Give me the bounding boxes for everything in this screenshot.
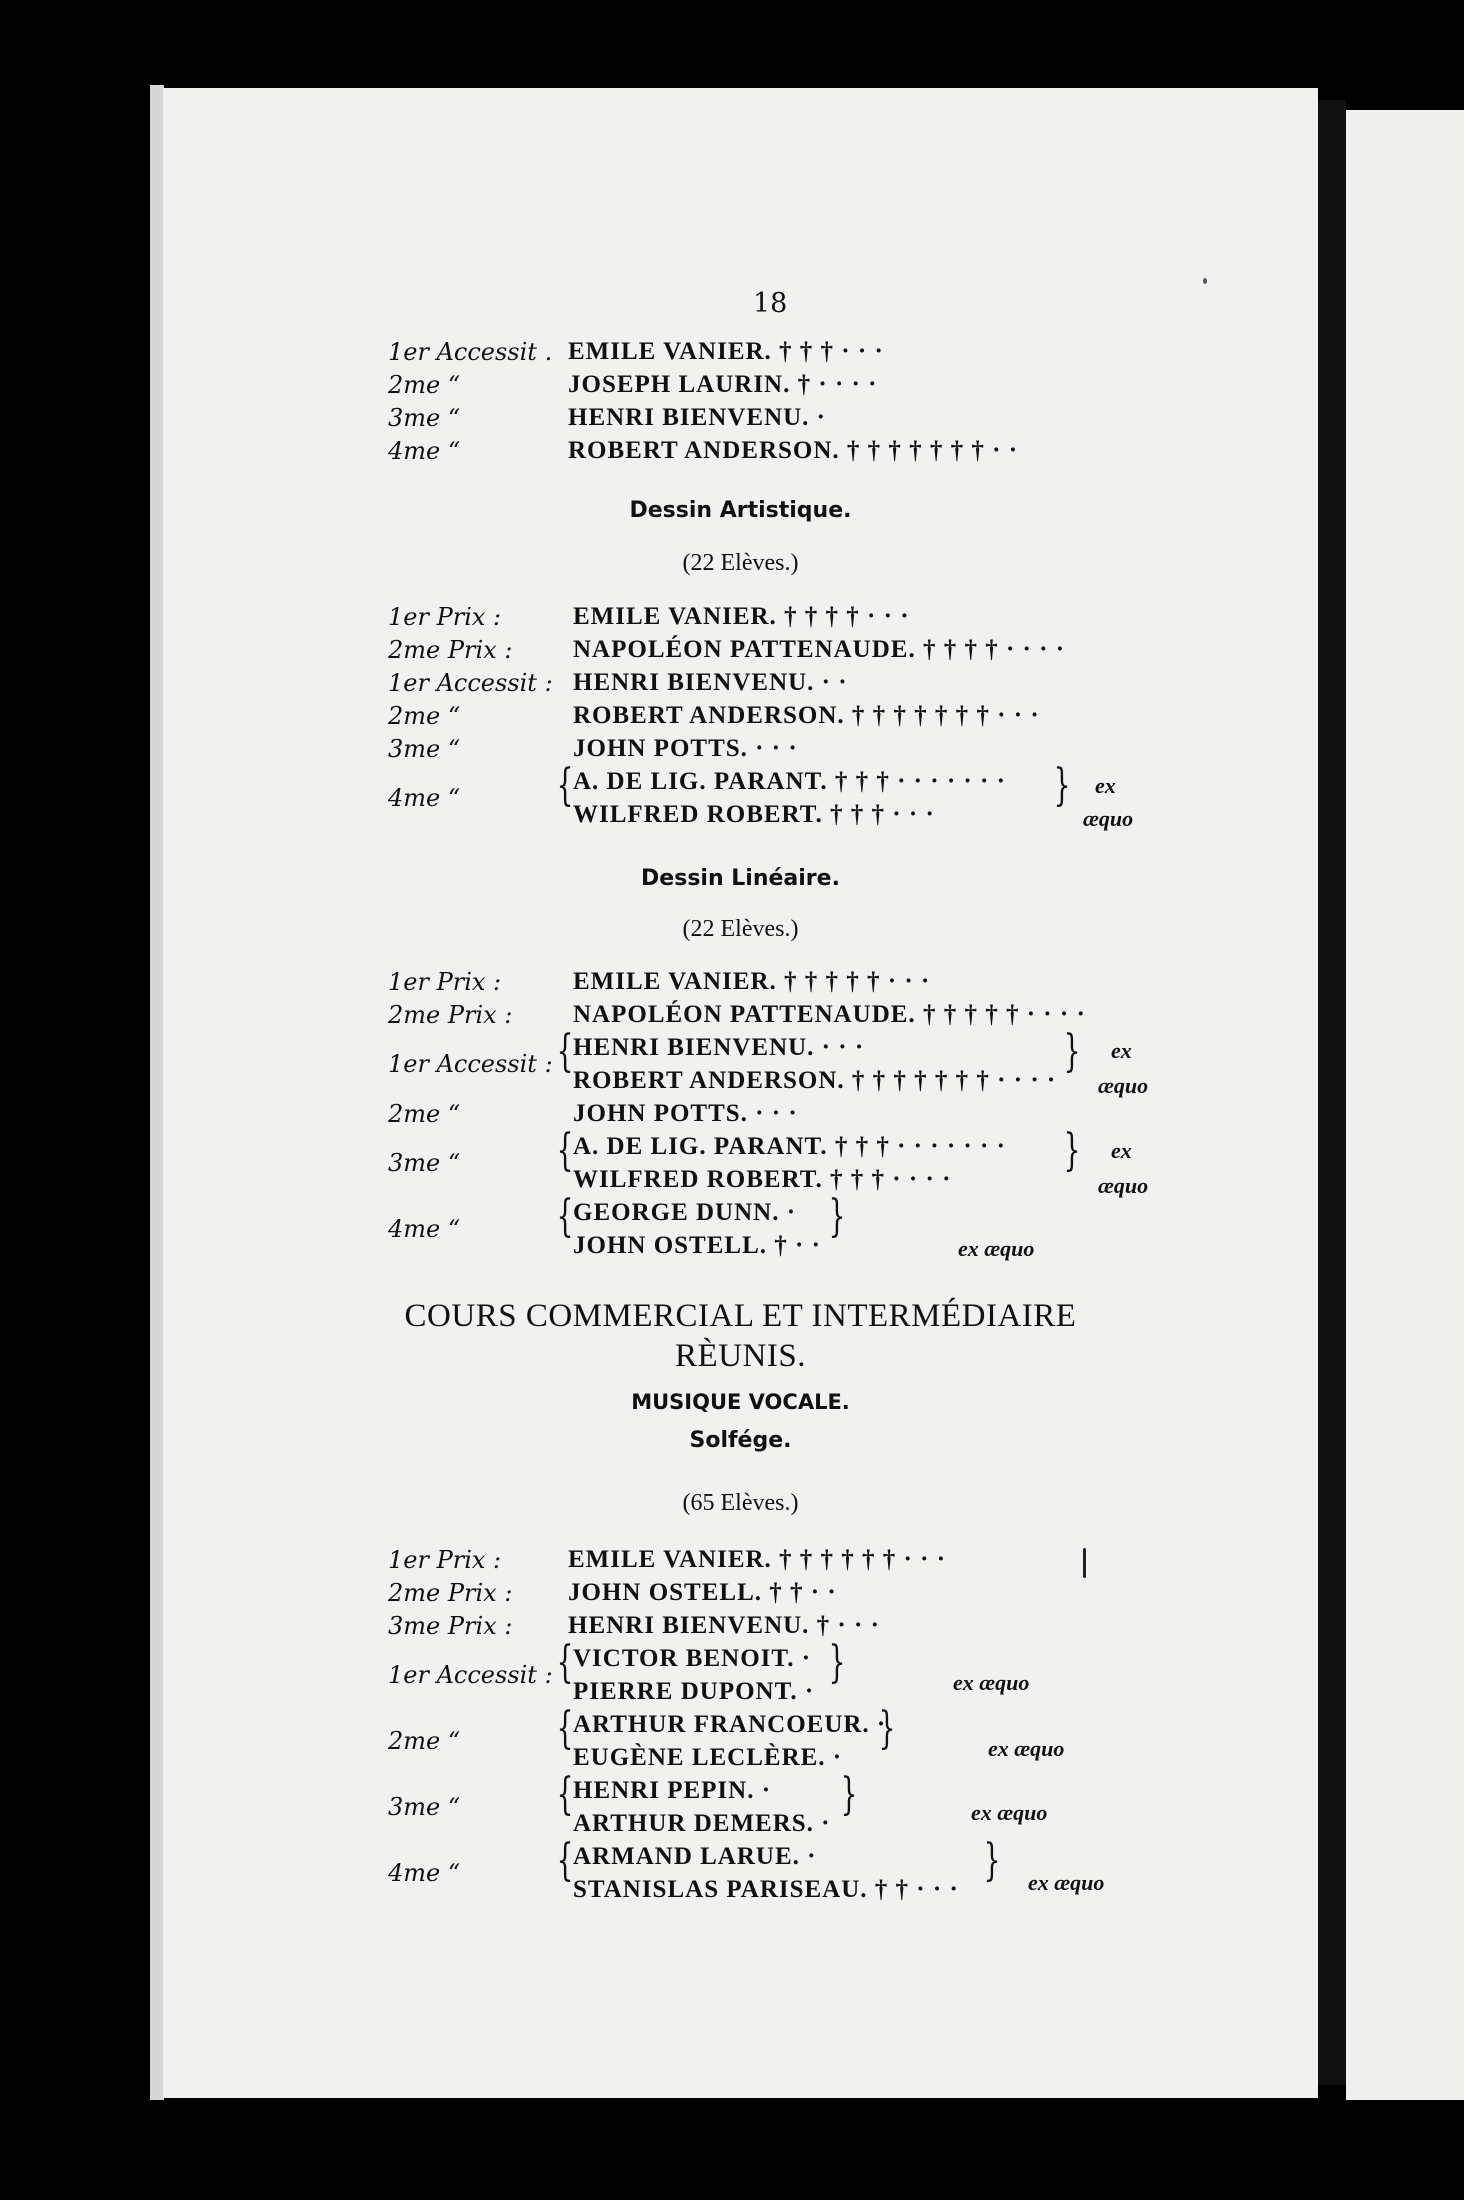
section-title: Dessin Artistique. xyxy=(629,498,852,523)
list-item xyxy=(163,1100,1318,1136)
list-item xyxy=(163,1199,1318,1243)
facing-page xyxy=(1346,110,1464,2100)
list-item xyxy=(163,1678,1318,1714)
book-spine xyxy=(1318,100,1346,2085)
student-name: JOHN OSTELL. † † · · xyxy=(568,1579,837,1606)
list-item xyxy=(163,437,1318,473)
student-name: WILFRED ROBERT. † † † · · · · xyxy=(573,1166,952,1193)
student-name: ROBERT ANDERSON. † † † † † † † · · xyxy=(568,437,1019,464)
list-item xyxy=(163,1777,1318,1821)
left-brace: { xyxy=(556,1835,574,1886)
list-item xyxy=(163,768,1318,812)
rank-label: 1er Prix : xyxy=(388,603,502,631)
student-name: NAPOLÉON PATTENAUDE. † † † † · · · · xyxy=(573,636,1066,663)
list-item xyxy=(163,669,1318,705)
left-brace: { xyxy=(556,760,574,811)
rank-label: 1er Accessit : xyxy=(388,1661,553,1689)
student-name: PIERRE DUPONT. · xyxy=(573,1678,815,1705)
left-brace: { xyxy=(556,1769,574,1820)
list-item xyxy=(163,1001,1318,1037)
list-item xyxy=(163,1579,1318,1615)
student-name: GEORGE DUNN. · xyxy=(573,1199,797,1226)
rank-label: 1er Accessit : xyxy=(388,669,553,697)
rank-label: 2me Prix : xyxy=(388,636,513,664)
student-name: VICTOR BENOIT. · xyxy=(573,1645,812,1672)
left-brace: { xyxy=(556,1125,574,1176)
student-name: A. DE LIG. PARANT. † † † · · · · · · · xyxy=(573,1133,1006,1160)
rank-label: 4me “ xyxy=(388,1215,461,1243)
aequo-label: æquo xyxy=(1098,1073,1149,1098)
list-item xyxy=(163,1612,1318,1648)
list-item xyxy=(163,636,1318,672)
subsection-title: MUSIQUE VOCALE. xyxy=(631,1390,850,1414)
student-name: ARTHUR DEMERS. · xyxy=(573,1810,831,1837)
rank-label: 2me “ xyxy=(388,371,461,399)
right-brace: } xyxy=(828,1191,846,1242)
ex-label: ex xyxy=(1111,1138,1132,1163)
rank-label: 2me “ xyxy=(388,1100,461,1128)
list-item xyxy=(163,404,1318,440)
left-brace: { xyxy=(556,1703,574,1754)
rank-label: 2me Prix : xyxy=(388,1001,513,1029)
ink-mark xyxy=(1083,1548,1086,1578)
list-item xyxy=(163,603,1318,639)
student-name: ROBERT ANDERSON. † † † † † † † · · · xyxy=(573,702,1040,729)
list-item xyxy=(163,1232,1318,1268)
document-page xyxy=(163,88,1318,2098)
student-name: HENRI BIENVENU. † · · · xyxy=(568,1612,880,1639)
rank-label: 1er Accessit . xyxy=(388,338,553,366)
rank-label: 2me Prix : xyxy=(388,1579,513,1607)
right-brace: } xyxy=(828,1637,846,1688)
rank-label: 3me “ xyxy=(388,404,461,432)
student-name: ARMAND LARUE. · xyxy=(573,1843,817,1870)
ex-aequo-label: ex æquo xyxy=(1028,1870,1105,1895)
student-count: (22 Elèves.) xyxy=(682,916,799,942)
left-brace: { xyxy=(556,1637,574,1688)
student-name: ARTHUR FRANCOEUR. · xyxy=(573,1711,887,1738)
student-name: HENRI BIENVENU. · xyxy=(568,404,827,431)
student-name: HENRI BIENVENU. · · · xyxy=(573,1034,865,1061)
student-name: HENRI BIENVENU. · · xyxy=(573,669,848,696)
list-item xyxy=(163,338,1318,374)
student-name: EMILE VANIER. † † † † † · · · xyxy=(573,968,931,995)
student-name: NAPOLÉON PATTENAUDE. † † † † † · · · · xyxy=(573,1001,1086,1028)
list-item xyxy=(163,1876,1318,1912)
list-item xyxy=(163,702,1318,738)
rank-label: 2me “ xyxy=(388,1727,461,1755)
student-name: JOHN POTTS. · · · xyxy=(573,735,798,762)
student-name: EMILE VANIER. † † † † · · · xyxy=(573,603,910,630)
student-count: (22 Elèves.) xyxy=(682,550,799,576)
list-item xyxy=(163,735,1318,771)
student-name: JOSEPH LAURIN. † · · · · xyxy=(568,371,878,398)
list-item xyxy=(163,1034,1318,1078)
right-brace: } xyxy=(983,1835,1001,1886)
list-item xyxy=(163,968,1318,1004)
main-heading: COURS COMMERCIAL ET INTERMÉDIAIRE xyxy=(404,1298,1077,1334)
rank-label: 3me Prix : xyxy=(388,1612,513,1640)
right-brace: } xyxy=(1063,1125,1081,1176)
aequo-label: æquo xyxy=(1083,806,1134,831)
student-name: EMILE VANIER. † † † † † † · · · xyxy=(568,1546,947,1573)
student-name: WILFRED ROBERT. † † † · · · xyxy=(573,801,935,828)
right-brace: } xyxy=(1063,1026,1081,1077)
left-brace: { xyxy=(556,1191,574,1242)
rank-label: 1er Prix : xyxy=(388,1546,502,1574)
list-item xyxy=(163,1133,1318,1177)
rank-label: 4me “ xyxy=(388,1859,461,1887)
rank-label: 4me “ xyxy=(388,784,461,812)
ex-aequo-label: ex æquo xyxy=(971,1800,1048,1825)
student-count: (65 Elèves.) xyxy=(682,1490,799,1516)
student-name: JOHN OSTELL. † · · xyxy=(573,1232,821,1259)
main-heading-2: RÈUNIS. xyxy=(675,1338,806,1374)
student-name: JOHN POTTS. · · · xyxy=(573,1100,798,1127)
ink-speck xyxy=(1203,278,1207,284)
right-brace: } xyxy=(1053,760,1071,811)
page-edge xyxy=(150,85,164,2100)
student-name: EMILE VANIER. † † † · · · xyxy=(568,338,884,365)
student-name: HENRI PEPIN. · xyxy=(573,1777,772,1804)
left-brace: { xyxy=(556,1026,574,1077)
right-brace: } xyxy=(878,1703,896,1754)
rank-label: 4me “ xyxy=(388,437,461,465)
student-name: A. DE LIG. PARANT. † † † · · · · · · · xyxy=(573,768,1006,795)
rank-label: 3me “ xyxy=(388,1793,461,1821)
rank-label: 1er Accessit : xyxy=(388,1050,553,1078)
list-item xyxy=(163,1810,1318,1846)
ex-label: ex xyxy=(1111,1038,1132,1063)
right-brace: } xyxy=(840,1769,858,1820)
rank-label: 3me “ xyxy=(388,1149,461,1177)
list-item xyxy=(163,1744,1318,1780)
student-name: ROBERT ANDERSON. † † † † † † † · · · · xyxy=(573,1067,1057,1094)
ex-aequo-label: ex æquo xyxy=(958,1236,1035,1261)
list-item xyxy=(163,1546,1318,1582)
page-number: 18 xyxy=(753,288,788,319)
section-title: Dessin Linéaire. xyxy=(641,866,840,891)
ex-aequo-label: ex æquo xyxy=(988,1736,1065,1761)
ex-aequo-label: ex æquo xyxy=(953,1670,1030,1695)
ex-label: ex xyxy=(1095,773,1116,798)
rank-label: 1er Prix : xyxy=(388,968,502,996)
student-name: STANISLAS PARISEAU. † † · · · xyxy=(573,1876,959,1903)
section-title: Solfége. xyxy=(689,1428,792,1453)
rank-label: 3me “ xyxy=(388,735,461,763)
list-item xyxy=(163,371,1318,407)
aequo-label: æquo xyxy=(1098,1173,1149,1198)
rank-label: 2me “ xyxy=(388,702,461,730)
list-item xyxy=(163,801,1318,837)
student-name: EUGÈNE LECLÈRE. · xyxy=(573,1744,843,1771)
